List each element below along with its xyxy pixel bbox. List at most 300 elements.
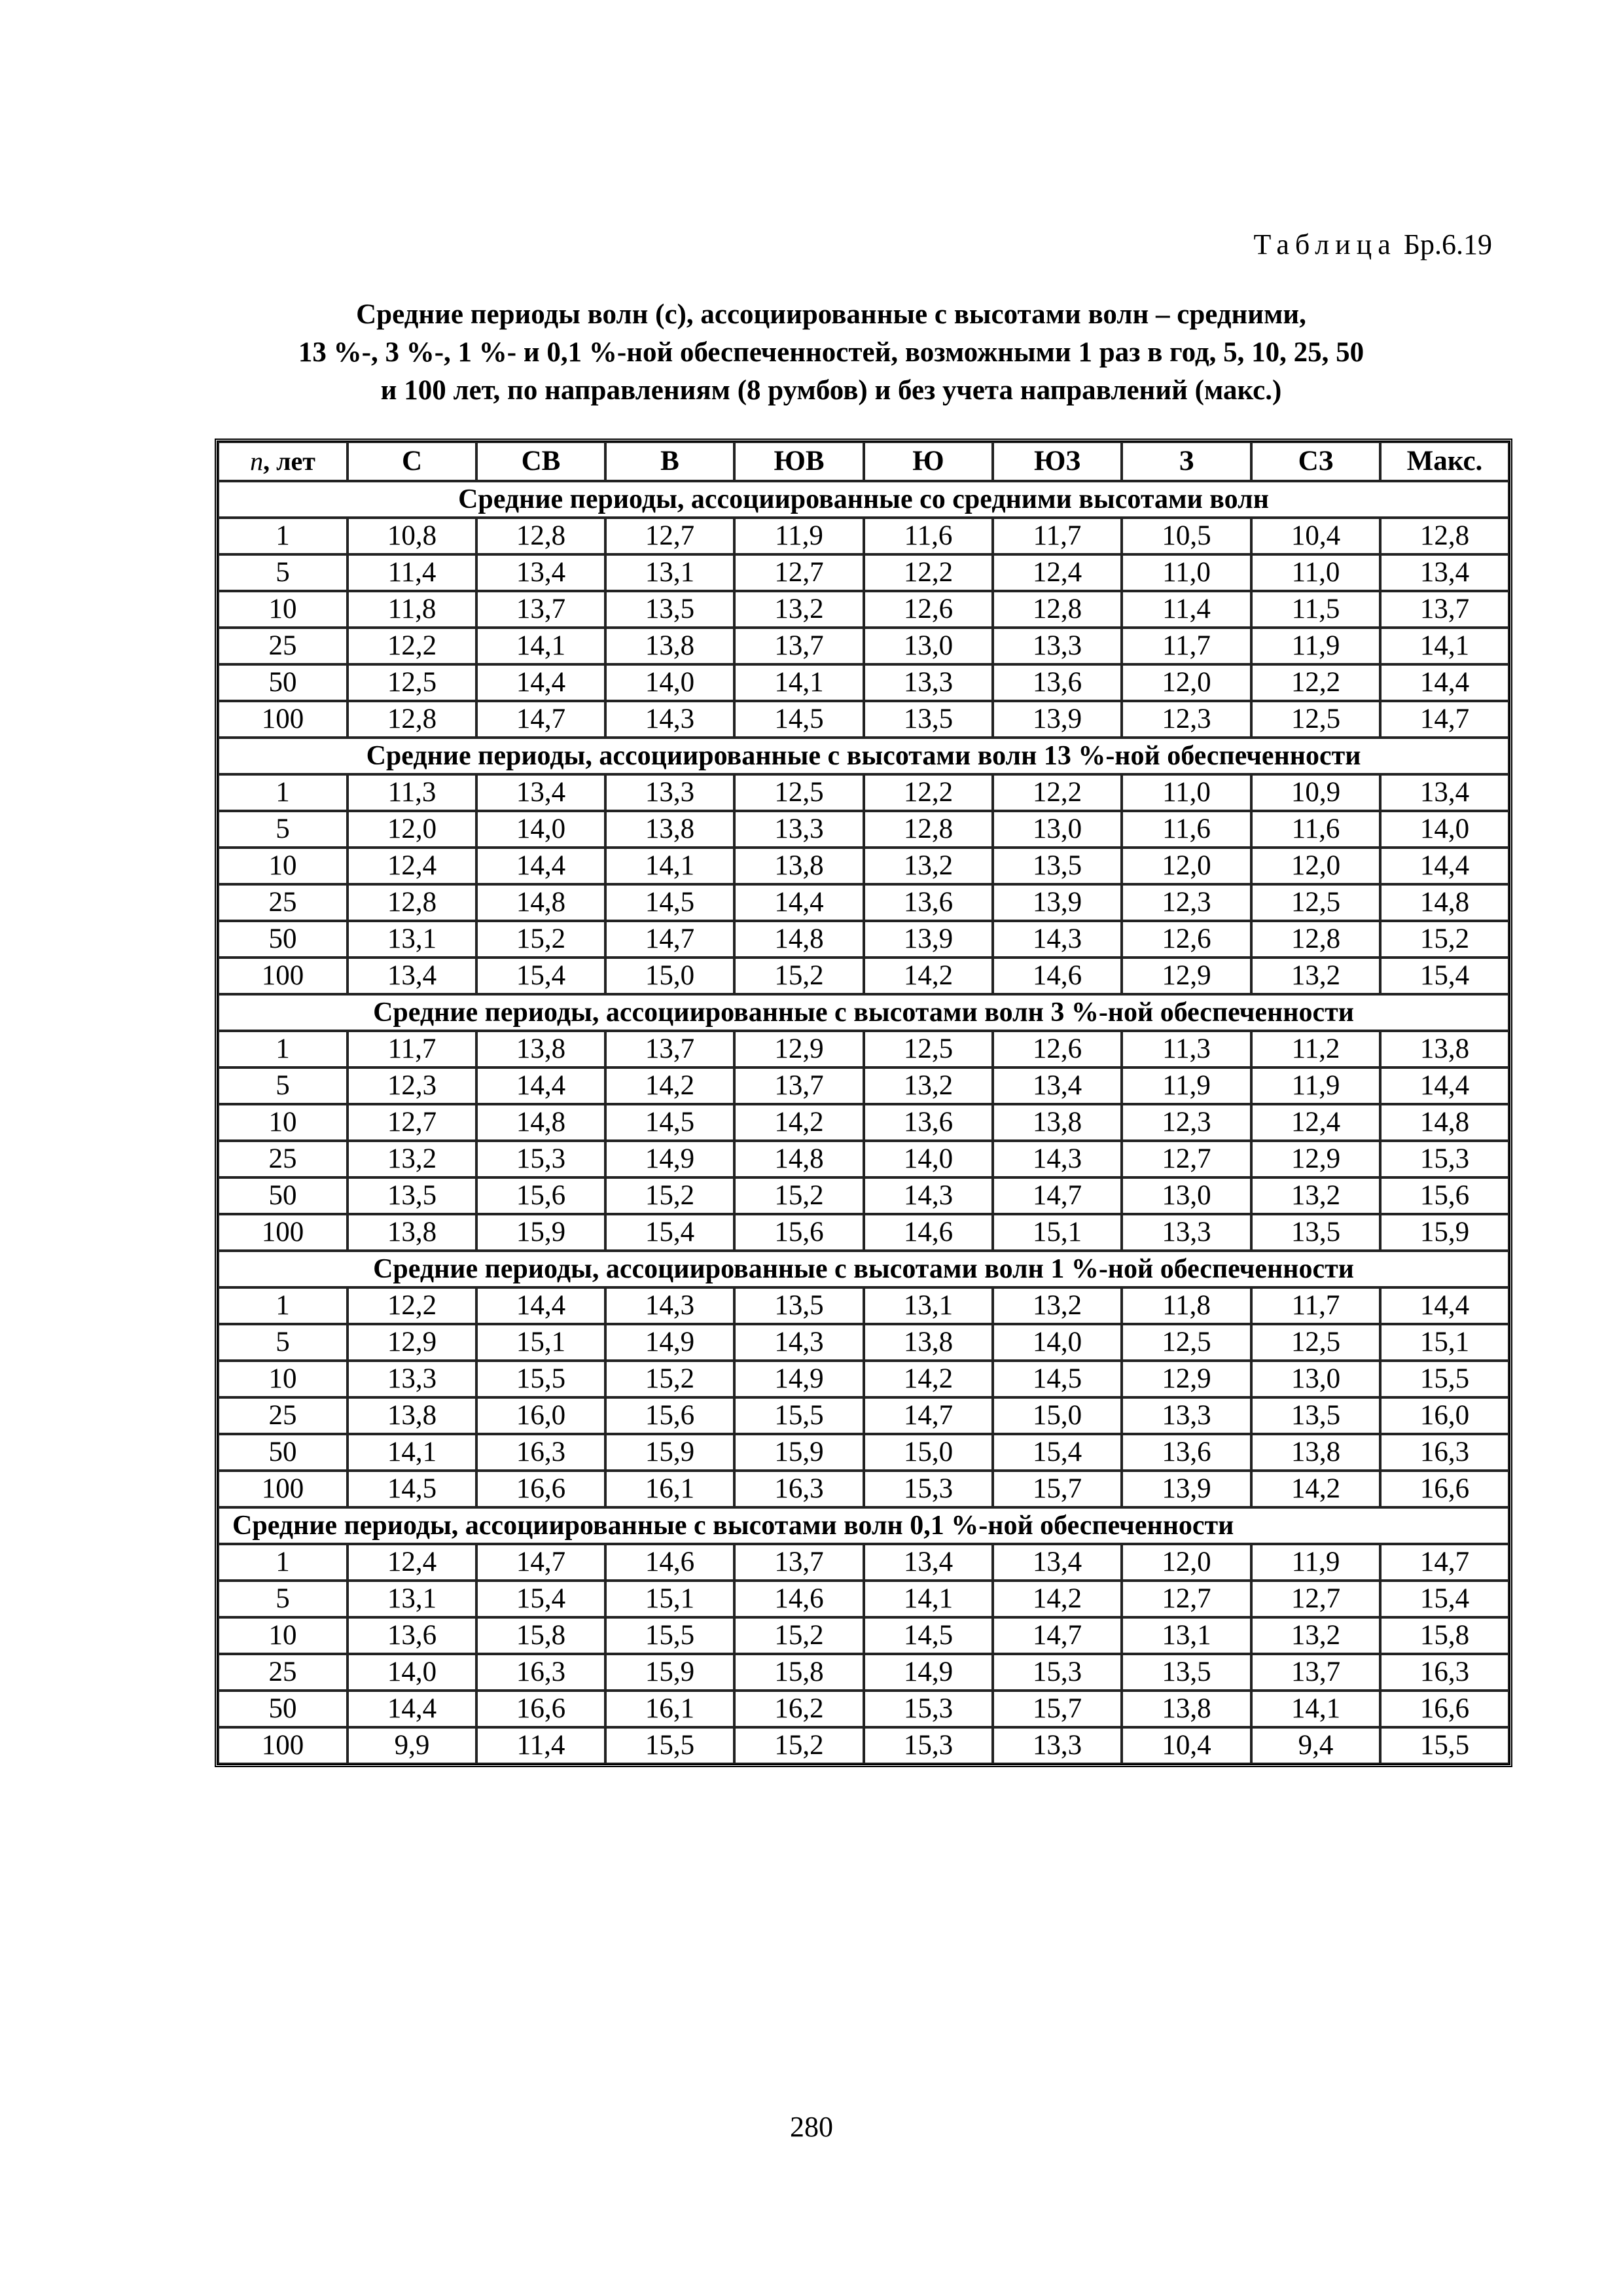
value-cell: 13,0 xyxy=(1122,1177,1251,1214)
value-cell: 12,2 xyxy=(1251,664,1380,701)
value-cell: 11,5 xyxy=(1251,591,1380,628)
value-cell: 10,8 xyxy=(348,518,476,554)
value-cell: 13,7 xyxy=(734,1544,864,1581)
header-cell: С xyxy=(348,442,476,481)
table-row xyxy=(218,1324,1509,1361)
value-cell: 13,4 xyxy=(1380,554,1509,591)
value-cell: 13,5 xyxy=(864,701,993,738)
row-period-cell: 100 xyxy=(218,1214,348,1251)
value-cell: 13,6 xyxy=(864,884,993,921)
value-cell: 13,8 xyxy=(348,1214,476,1251)
value-cell: 12,9 xyxy=(1122,1361,1251,1397)
value-cell: 13,3 xyxy=(734,811,864,848)
section-title: Средние периоды, ассоциированные с высотами волн 0,1 %-ной обеспеченности xyxy=(218,1507,1509,1544)
value-cell: 14,7 xyxy=(605,921,734,958)
value-cell: 11,9 xyxy=(1251,628,1380,664)
value-cell: 14,4 xyxy=(1380,848,1509,884)
row-period-cell: 25 xyxy=(218,884,348,921)
value-cell: 14,9 xyxy=(605,1324,734,1361)
table-row xyxy=(218,1654,1509,1691)
table-row xyxy=(218,1031,1509,1067)
value-cell: 15,3 xyxy=(864,1691,993,1727)
table-row xyxy=(218,591,1509,628)
value-cell: 11,0 xyxy=(1122,774,1251,811)
value-cell: 13,3 xyxy=(1122,1397,1251,1434)
value-cell: 14,7 xyxy=(864,1397,993,1434)
row-period-cell: 10 xyxy=(218,1361,348,1397)
value-cell: 13,6 xyxy=(993,664,1122,701)
value-cell: 15,2 xyxy=(734,1177,864,1214)
value-cell: 13,4 xyxy=(993,1544,1122,1581)
value-cell: 13,4 xyxy=(1380,774,1509,811)
row-period-cell: 1 xyxy=(218,1287,348,1324)
value-cell: 15,3 xyxy=(993,1654,1122,1691)
value-cell: 14,4 xyxy=(476,848,605,884)
value-cell: 13,3 xyxy=(348,1361,476,1397)
value-cell: 13,4 xyxy=(476,554,605,591)
value-cell: 14,4 xyxy=(1380,1067,1509,1104)
value-cell: 14,8 xyxy=(1380,1104,1509,1141)
value-cell: 12,8 xyxy=(348,884,476,921)
value-cell: 15,6 xyxy=(605,1397,734,1434)
value-cell: 13,2 xyxy=(993,1287,1122,1324)
value-cell: 14,7 xyxy=(476,1544,605,1581)
value-cell: 13,9 xyxy=(1122,1471,1251,1507)
value-cell: 12,2 xyxy=(864,774,993,811)
value-cell: 13,4 xyxy=(864,1544,993,1581)
value-cell: 14,6 xyxy=(864,1214,993,1251)
value-cell: 14,7 xyxy=(1380,701,1509,738)
value-cell: 15,7 xyxy=(993,1471,1122,1507)
table-row xyxy=(218,664,1509,701)
value-cell: 13,1 xyxy=(605,554,734,591)
value-cell: 14,2 xyxy=(734,1104,864,1141)
value-cell: 13,5 xyxy=(348,1177,476,1214)
value-cell: 15,0 xyxy=(864,1434,993,1471)
row-period-cell: 1 xyxy=(218,774,348,811)
value-cell: 13,4 xyxy=(348,958,476,994)
value-cell: 14,6 xyxy=(993,958,1122,994)
value-cell: 12,5 xyxy=(1251,1324,1380,1361)
value-cell: 15,8 xyxy=(1380,1617,1509,1654)
value-cell: 13,2 xyxy=(1251,1177,1380,1214)
value-cell: 15,5 xyxy=(734,1397,864,1434)
value-cell: 12,9 xyxy=(348,1324,476,1361)
row-period-cell: 1 xyxy=(218,1544,348,1581)
value-cell: 13,1 xyxy=(348,921,476,958)
value-cell: 14,8 xyxy=(734,921,864,958)
value-cell: 15,8 xyxy=(476,1617,605,1654)
value-cell: 11,7 xyxy=(1122,628,1251,664)
value-cell: 14,0 xyxy=(993,1324,1122,1361)
value-cell: 12,6 xyxy=(864,591,993,628)
header-cell-n: n, лет xyxy=(218,442,348,481)
section-header-row xyxy=(218,738,1509,774)
header-cell: СВ xyxy=(476,442,605,481)
value-cell: 14,4 xyxy=(476,1067,605,1104)
value-cell: 12,4 xyxy=(993,554,1122,591)
value-cell: 13,7 xyxy=(734,1067,864,1104)
value-cell: 12,2 xyxy=(864,554,993,591)
table-row xyxy=(218,811,1509,848)
row-period-cell: 100 xyxy=(218,1727,348,1764)
header-cell: В xyxy=(605,442,734,481)
table-row xyxy=(218,1727,1509,1764)
value-cell: 12,8 xyxy=(476,518,605,554)
value-cell: 15,2 xyxy=(734,958,864,994)
value-cell: 13,4 xyxy=(993,1067,1122,1104)
value-cell: 13,6 xyxy=(864,1104,993,1141)
row-period-cell: 50 xyxy=(218,921,348,958)
row-period-cell: 5 xyxy=(218,554,348,591)
value-cell: 14,5 xyxy=(734,701,864,738)
value-cell: 15,4 xyxy=(1380,958,1509,994)
value-cell: 11,6 xyxy=(1122,811,1251,848)
value-cell: 15,9 xyxy=(605,1654,734,1691)
value-cell: 14,6 xyxy=(605,1544,734,1581)
value-cell: 15,1 xyxy=(993,1214,1122,1251)
value-cell: 16,0 xyxy=(476,1397,605,1434)
value-cell: 12,0 xyxy=(1251,848,1380,884)
table-row xyxy=(218,1581,1509,1617)
value-cell: 15,5 xyxy=(476,1361,605,1397)
value-cell: 12,8 xyxy=(864,811,993,848)
table-label-word: Таблица xyxy=(1253,228,1397,260)
value-cell: 16,1 xyxy=(605,1471,734,1507)
table-label xyxy=(1254,228,1492,261)
value-cell: 14,6 xyxy=(734,1581,864,1617)
value-cell: 16,3 xyxy=(734,1471,864,1507)
value-cell: 15,9 xyxy=(1380,1214,1509,1251)
row-period-cell: 100 xyxy=(218,1471,348,1507)
value-cell: 10,4 xyxy=(1251,518,1380,554)
value-cell: 15,8 xyxy=(734,1654,864,1691)
table-body xyxy=(218,481,1509,1764)
value-cell: 14,1 xyxy=(605,848,734,884)
value-cell: 15,4 xyxy=(993,1434,1122,1471)
value-cell: 11,9 xyxy=(734,518,864,554)
value-cell: 13,9 xyxy=(993,701,1122,738)
wave-periods-table xyxy=(215,439,1512,1767)
value-cell: 14,3 xyxy=(734,1324,864,1361)
value-cell: 12,9 xyxy=(1122,958,1251,994)
value-cell: 14,1 xyxy=(348,1434,476,1471)
value-cell: 12,8 xyxy=(993,591,1122,628)
row-period-cell: 25 xyxy=(218,1654,348,1691)
value-cell: 14,8 xyxy=(734,1141,864,1177)
section-header-row xyxy=(218,994,1509,1031)
value-cell: 12,8 xyxy=(1380,518,1509,554)
table-row xyxy=(218,1544,1509,1581)
value-cell: 11,3 xyxy=(348,774,476,811)
value-cell: 15,1 xyxy=(605,1581,734,1617)
row-period-cell: 10 xyxy=(218,591,348,628)
row-period-cell: 50 xyxy=(218,664,348,701)
value-cell: 13,0 xyxy=(864,628,993,664)
value-cell: 12,5 xyxy=(864,1031,993,1067)
value-cell: 15,4 xyxy=(476,958,605,994)
table-row xyxy=(218,921,1509,958)
value-cell: 16,3 xyxy=(1380,1654,1509,1691)
value-cell: 13,3 xyxy=(605,774,734,811)
table-row xyxy=(218,1617,1509,1654)
value-cell: 13,8 xyxy=(1122,1691,1251,1727)
value-cell: 16,1 xyxy=(605,1691,734,1727)
value-cell: 14,9 xyxy=(864,1654,993,1691)
row-period-cell: 5 xyxy=(218,1324,348,1361)
value-cell: 16,3 xyxy=(476,1434,605,1471)
value-cell: 15,2 xyxy=(605,1361,734,1397)
value-cell: 16,3 xyxy=(1380,1434,1509,1471)
value-cell: 13,3 xyxy=(864,664,993,701)
value-cell: 12,8 xyxy=(348,701,476,738)
value-cell: 16,2 xyxy=(734,1691,864,1727)
value-cell: 15,1 xyxy=(1380,1324,1509,1361)
table-row xyxy=(218,1471,1509,1507)
value-cell: 13,7 xyxy=(605,1031,734,1067)
header-cell: Ю xyxy=(864,442,993,481)
value-cell: 12,5 xyxy=(1251,701,1380,738)
value-cell: 15,9 xyxy=(476,1214,605,1251)
value-cell: 12,0 xyxy=(1122,1544,1251,1581)
value-cell: 16,6 xyxy=(1380,1691,1509,1727)
value-cell: 13,2 xyxy=(1251,1617,1380,1654)
value-cell: 15,4 xyxy=(1380,1581,1509,1617)
value-cell: 13,8 xyxy=(476,1031,605,1067)
section-header-row xyxy=(218,481,1509,518)
row-period-cell: 25 xyxy=(218,1141,348,1177)
value-cell: 12,8 xyxy=(1251,921,1380,958)
value-cell: 11,9 xyxy=(1251,1544,1380,1581)
value-cell: 14,8 xyxy=(476,1104,605,1141)
value-cell: 13,4 xyxy=(476,774,605,811)
value-cell: 16,3 xyxy=(476,1654,605,1691)
value-cell: 11,0 xyxy=(1251,554,1380,591)
value-cell: 13,5 xyxy=(1251,1214,1380,1251)
row-period-cell: 10 xyxy=(218,1104,348,1141)
value-cell: 14,8 xyxy=(476,884,605,921)
value-cell: 13,2 xyxy=(864,1067,993,1104)
value-cell: 12,4 xyxy=(348,848,476,884)
value-cell: 13,7 xyxy=(1251,1654,1380,1691)
value-cell: 11,4 xyxy=(1122,591,1251,628)
value-cell: 13,8 xyxy=(605,628,734,664)
caption-line-1: Средние периоды волн (с), ассоциированные с высотами волн – средними, xyxy=(356,299,1306,330)
row-period-cell: 50 xyxy=(218,1177,348,1214)
value-cell: 12,3 xyxy=(1122,701,1251,738)
value-cell: 12,5 xyxy=(734,774,864,811)
value-cell: 13,2 xyxy=(1251,958,1380,994)
value-cell: 12,9 xyxy=(1251,1141,1380,1177)
value-cell: 10,5 xyxy=(1122,518,1251,554)
table-row xyxy=(218,1691,1509,1727)
value-cell: 12,6 xyxy=(993,1031,1122,1067)
table-row xyxy=(218,774,1509,811)
value-cell: 14,0 xyxy=(864,1141,993,1177)
value-cell: 13,2 xyxy=(348,1141,476,1177)
value-cell: 15,5 xyxy=(1380,1727,1509,1764)
value-cell: 12,7 xyxy=(1122,1581,1251,1617)
value-cell: 15,3 xyxy=(864,1471,993,1507)
value-cell: 14,1 xyxy=(1380,628,1509,664)
value-cell: 11,0 xyxy=(1122,554,1251,591)
row-period-cell: 1 xyxy=(218,1031,348,1067)
table-row xyxy=(218,518,1509,554)
value-cell: 10,9 xyxy=(1251,774,1380,811)
value-cell: 14,3 xyxy=(993,1141,1122,1177)
value-cell: 14,4 xyxy=(476,1287,605,1324)
value-cell: 11,7 xyxy=(1251,1287,1380,1324)
value-cell: 15,4 xyxy=(605,1214,734,1251)
value-cell: 15,5 xyxy=(1380,1361,1509,1397)
value-cell: 14,5 xyxy=(864,1617,993,1654)
value-cell: 11,8 xyxy=(348,591,476,628)
value-cell: 16,6 xyxy=(476,1471,605,1507)
section-header-row xyxy=(218,1251,1509,1287)
value-cell: 11,6 xyxy=(864,518,993,554)
value-cell: 14,1 xyxy=(476,628,605,664)
value-cell: 12,7 xyxy=(1251,1581,1380,1617)
section-header-row xyxy=(218,1507,1509,1544)
value-cell: 14,0 xyxy=(1380,811,1509,848)
section-title: Средние периоды, ассоциированные с высотами волн 1 %-ной обеспеченности xyxy=(218,1251,1509,1287)
table-label-number: Бр.6.19 xyxy=(1403,228,1492,260)
row-period-cell: 25 xyxy=(218,628,348,664)
value-cell: 14,4 xyxy=(1380,664,1509,701)
table-row xyxy=(218,1214,1509,1251)
value-cell: 11,4 xyxy=(476,1727,605,1764)
value-cell: 14,1 xyxy=(734,664,864,701)
value-cell: 14,2 xyxy=(1251,1471,1380,1507)
value-cell: 13,8 xyxy=(993,1104,1122,1141)
value-cell: 14,5 xyxy=(993,1361,1122,1397)
page-number: 280 xyxy=(790,2111,833,2143)
value-cell: 13,2 xyxy=(734,591,864,628)
value-cell: 14,3 xyxy=(605,1287,734,1324)
value-cell: 12,6 xyxy=(1122,921,1251,958)
value-cell: 14,4 xyxy=(734,884,864,921)
value-cell: 15,6 xyxy=(734,1214,864,1251)
value-cell: 9,4 xyxy=(1251,1727,1380,1764)
value-cell: 14,2 xyxy=(864,1361,993,1397)
value-cell: 15,2 xyxy=(734,1617,864,1654)
value-cell: 14,9 xyxy=(734,1361,864,1397)
value-cell: 15,3 xyxy=(476,1141,605,1177)
table-row xyxy=(218,1434,1509,1471)
value-cell: 12,3 xyxy=(1122,884,1251,921)
value-cell: 15,6 xyxy=(476,1177,605,1214)
table-row xyxy=(218,848,1509,884)
value-cell: 12,7 xyxy=(348,1104,476,1141)
value-cell: 15,0 xyxy=(605,958,734,994)
header-cell: ЮЗ xyxy=(993,442,1122,481)
value-cell: 12,5 xyxy=(1251,884,1380,921)
value-cell: 16,6 xyxy=(476,1691,605,1727)
value-cell: 13,8 xyxy=(864,1324,993,1361)
table-row xyxy=(218,1141,1509,1177)
table-row xyxy=(218,554,1509,591)
header-cell: З xyxy=(1122,442,1251,481)
value-cell: 15,2 xyxy=(1380,921,1509,958)
value-cell: 15,3 xyxy=(864,1727,993,1764)
value-cell: 12,4 xyxy=(1251,1104,1380,1141)
value-cell: 11,7 xyxy=(348,1031,476,1067)
value-cell: 14,1 xyxy=(1251,1691,1380,1727)
value-cell: 11,6 xyxy=(1251,811,1380,848)
value-cell: 13,8 xyxy=(1251,1434,1380,1471)
value-cell: 13,3 xyxy=(993,628,1122,664)
header-cell: Макс. xyxy=(1380,442,1509,481)
value-cell: 12,9 xyxy=(734,1031,864,1067)
value-cell: 12,2 xyxy=(348,1287,476,1324)
value-cell: 13,5 xyxy=(734,1287,864,1324)
table-row xyxy=(218,701,1509,738)
header-cell: ЮВ xyxy=(734,442,864,481)
value-cell: 15,0 xyxy=(993,1397,1122,1434)
value-cell: 13,1 xyxy=(348,1581,476,1617)
row-period-cell: 50 xyxy=(218,1434,348,1471)
row-period-cell: 5 xyxy=(218,811,348,848)
value-cell: 16,6 xyxy=(1380,1471,1509,1507)
section-title: Средние периоды, ассоциированные с высотами волн 3 %-ной обеспеченности xyxy=(218,994,1509,1031)
row-period-cell: 1 xyxy=(218,518,348,554)
value-cell: 14,8 xyxy=(1380,884,1509,921)
value-cell: 11,2 xyxy=(1251,1031,1380,1067)
value-cell: 14,4 xyxy=(1380,1287,1509,1324)
table-row xyxy=(218,1361,1509,1397)
value-cell: 11,4 xyxy=(348,554,476,591)
value-cell: 14,0 xyxy=(476,811,605,848)
value-cell: 15,2 xyxy=(605,1177,734,1214)
value-cell: 15,6 xyxy=(1380,1177,1509,1214)
value-cell: 13,8 xyxy=(734,848,864,884)
value-cell: 10,4 xyxy=(1122,1727,1251,1764)
value-cell: 13,8 xyxy=(348,1397,476,1434)
table-row xyxy=(218,628,1509,664)
value-cell: 14,3 xyxy=(605,701,734,738)
row-period-cell: 50 xyxy=(218,1691,348,1727)
value-cell: 14,7 xyxy=(993,1617,1122,1654)
table-row xyxy=(218,958,1509,994)
table-row xyxy=(218,1104,1509,1141)
value-cell: 12,3 xyxy=(348,1067,476,1104)
value-cell: 14,3 xyxy=(993,921,1122,958)
table-caption xyxy=(196,296,1466,410)
value-cell: 12,0 xyxy=(1122,848,1251,884)
value-cell: 15,3 xyxy=(1380,1141,1509,1177)
value-cell: 14,0 xyxy=(348,1654,476,1691)
table-header-row xyxy=(218,442,1509,481)
value-cell: 14,3 xyxy=(864,1177,993,1214)
value-cell: 13,9 xyxy=(864,921,993,958)
row-period-cell: 5 xyxy=(218,1067,348,1104)
value-cell: 16,0 xyxy=(1380,1397,1509,1434)
value-cell: 14,5 xyxy=(605,884,734,921)
header-cell: СЗ xyxy=(1251,442,1380,481)
table-row xyxy=(218,1067,1509,1104)
value-cell: 13,6 xyxy=(1122,1434,1251,1471)
caption-line-2: 13 %-, 3 %-, 1 %- и 0,1 %-ной обеспеченностей, возможными 1 раз в год, 5, 10, 25, 50 xyxy=(298,337,1364,368)
value-cell: 13,1 xyxy=(1122,1617,1251,1654)
value-cell: 13,8 xyxy=(605,811,734,848)
value-cell: 12,5 xyxy=(348,664,476,701)
value-cell: 14,7 xyxy=(1380,1544,1509,1581)
value-cell: 12,7 xyxy=(605,518,734,554)
table-row xyxy=(218,1287,1509,1324)
value-cell: 12,0 xyxy=(1122,664,1251,701)
row-period-cell: 10 xyxy=(218,1617,348,1654)
value-cell: 13,5 xyxy=(1122,1654,1251,1691)
